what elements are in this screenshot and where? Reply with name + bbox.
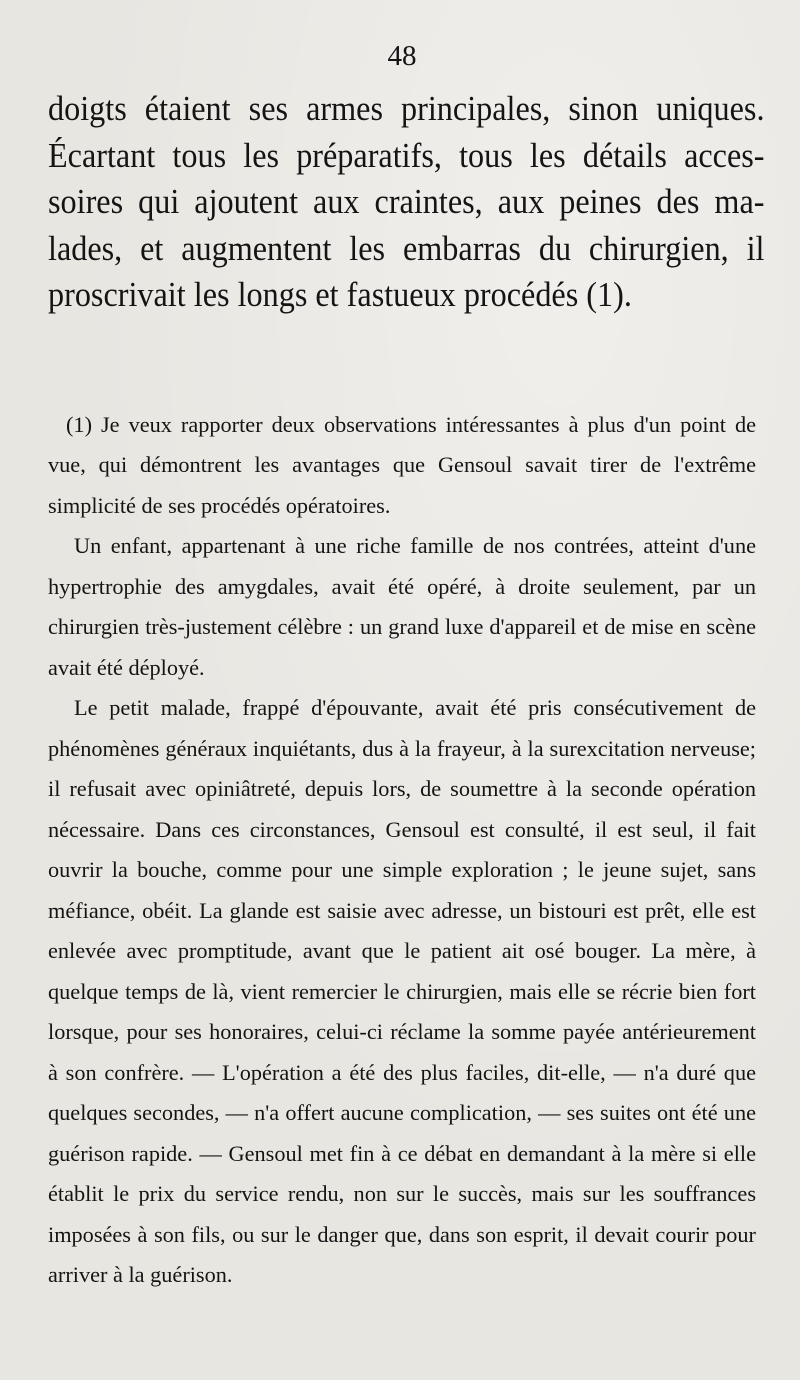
footnote-paragraph: (1) Je veux rapporter deux observations intéressantes à plus d'un point de vue, qui démontrent les avantages que Gensoul savait tirer de l'extrême simplicité de ses procédés opératoires. bbox=[48, 411, 756, 518]
main-text-line: lades, et augmentent les embarras du chirurgien, il bbox=[48, 228, 765, 268]
main-text bbox=[48, 86, 765, 319]
footnote-paragraph: Le petit malade, frappé d'épouvante, avait été pris consécutivement de phénomènes généraux inquiétants, dus à la frayeur, à la surexcitation nerveuse; il refusait avec opiniâtreté, depuis lors, de soumettre à la seconde opération nécessaire. Dans ces circonstances, Gensoul est consulté, il est seul, il fait ouvrir la bouche, comme pour une simple exploration ; le jeune sujet, sans méfiance, obéit. La glande est saisie avec adresse, un bistouri est prêt, elle est enlevée avec promptitude, avant que le patient ait osé bouger. La mère, à quelque temps de là, vient remercier le chirurgien, mais elle se récrie bien fort lorsque, pour ses honoraires, celui-ci réclame la somme payée antérieurement à son confrère. — L'opération a été des plus faciles, dit-elle, — n'a duré que quelques secondes, — n'a offert aucune complication, — ses suites ont été une guérison rapide. — Gensoul met fin à ce débat en demandant à la mère si elle établit le prix du service rendu, non sur le succès, mais sur les souffrances imposées à son fils, ou sur le danger que, dans son esprit, il devait courir pour arriver à la guérison. bbox=[48, 695, 756, 1287]
main-text-line: doigts étaient ses armes principales, sinon uniques. bbox=[48, 89, 765, 128]
footnote bbox=[48, 405, 756, 1296]
section-gap bbox=[48, 319, 756, 405]
page-number: 48 bbox=[387, 40, 417, 72]
main-text-line: Écartant tous les préparatifs, tous les détails acces- bbox=[48, 135, 765, 175]
main-text-line: proscrivait les longs et fastueux procédés (1). bbox=[48, 275, 632, 314]
main-text-line: soires qui ajoutent aux craintes, aux peines des ma- bbox=[48, 182, 765, 221]
footnote-paragraph: Un enfant, appartenant à une riche famille de nos contrées, atteint d'une hypertrophie des amygdales, avait été opéré, à droite seulement, par un chirurgien très-justement célèbre : un grand luxe d'appareil et de mise en scène avait été déployé. bbox=[48, 533, 756, 680]
